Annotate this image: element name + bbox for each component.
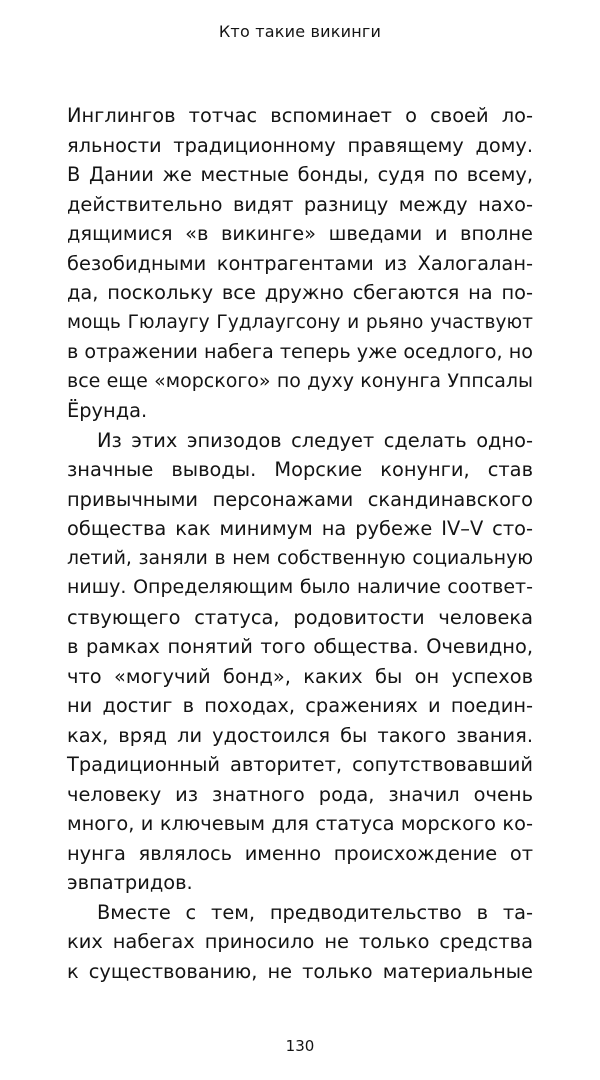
text-line: ствующего статуса, родовитости человека (67, 605, 533, 629)
paragraph-1 (67, 101, 533, 426)
text-line: В Дании же местные бонды, судя по всему, (67, 163, 533, 186)
text-line: Инглингов тотчас вспоминает о своей ло- (67, 104, 533, 127)
text-line: много, и ключевым для статуса морского ко- (67, 812, 533, 835)
text-line: нунга являлось именно происхождение от (67, 841, 533, 865)
text-line: дящимися «в викинге» шведами и вполне (67, 222, 533, 245)
text-line: да, поскольку все дружно сбегаются на по- (67, 281, 533, 304)
text-line: значные выводы. Морские конунги, став (67, 458, 533, 481)
text-line: летий, заняли в нем собственную социальную (67, 547, 533, 569)
text-line: в отражении набега теперь уже оседлого, но (67, 340, 533, 363)
text-line-first: Из этих эпизодов следует сделать одно- (97, 428, 533, 452)
text-line: нишу. Определяющим было наличие соответ- (67, 576, 533, 598)
text-line: мощь Гюлаугу Гудлаугсону и рьяно участвуют (67, 311, 533, 333)
text-line: ках, вряд ли удостоился бы такого звания. (67, 723, 533, 747)
text-line: общества как минимум на рубеже IV–V сто- (67, 517, 533, 540)
text-line: ких набегах приносило не только средства (67, 930, 533, 953)
text-line: ни достиг в походах, сражениях и поедин- (67, 694, 533, 717)
text-line-last: эвпатридов. (67, 871, 193, 894)
body-text (67, 101, 533, 986)
page-number: 130 (285, 1037, 315, 1055)
text-line: привычными персонажами скандинавского (67, 487, 533, 511)
text-line: безобидными контрагентами из Халогалан- (67, 251, 533, 275)
paragraph-2 (67, 426, 533, 898)
text-line-last: Ёрунда. (67, 399, 148, 422)
paragraph-3 (67, 898, 533, 987)
text-line: к существованию, не только материальные (67, 959, 533, 983)
text-line: действительно видят разницу между нахо- (67, 192, 533, 216)
text-line: человеку из знатного рода, значил очень (67, 782, 533, 806)
text-line: Традиционный авторитет, сопутствовавший (67, 753, 533, 776)
text-line: все еще «морского» по духу конунга Уппсалы (67, 369, 533, 392)
running-head: Кто такие викинги (218, 22, 382, 41)
text-line: в рамках понятий того общества. Очевидно, (67, 635, 533, 658)
text-line-first: Вместе с тем, предводительство в та- (97, 900, 533, 924)
text-line: что «могучий бонд», каких бы он успехов (67, 664, 533, 688)
text-line: яльности традиционному правящему дому. (67, 133, 533, 157)
